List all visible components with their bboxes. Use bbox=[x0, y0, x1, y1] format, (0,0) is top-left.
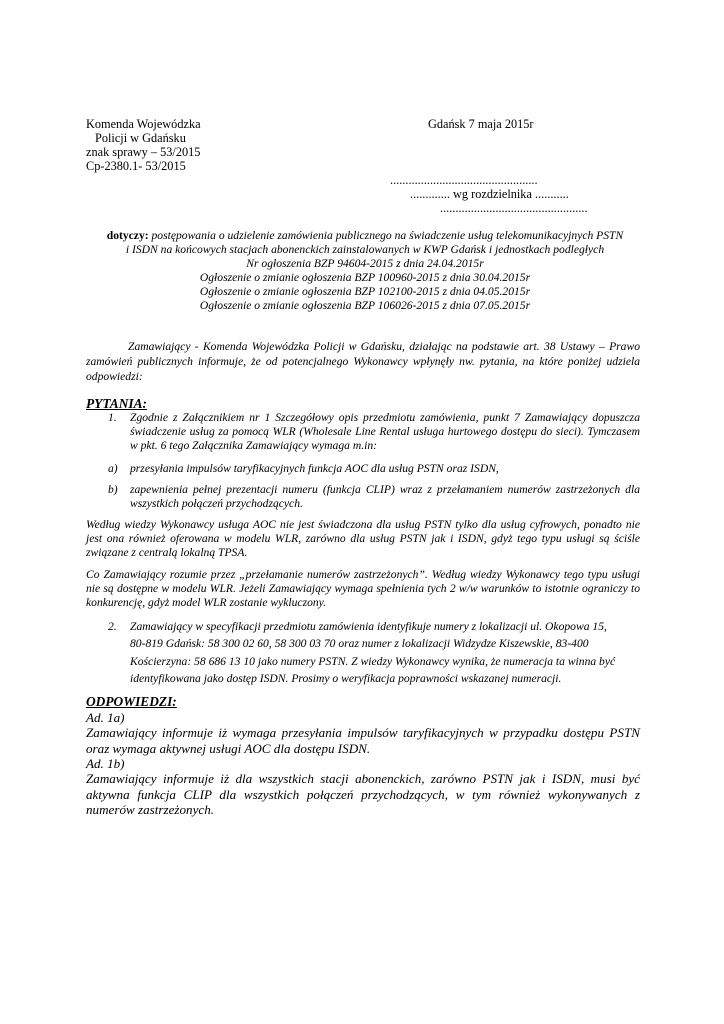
ad1b-text: Zamawiający informuje iż dla wszystkich stacji abonenckich, zarówno PSTN jak i ISDN, musi być aktywna funkcja CLIP dla wszystkich połączeń przychodzących, w tym również wykonywanych z numerów zastrzeżonych. bbox=[86, 771, 640, 818]
ad1b-label: Ad. 1b) bbox=[86, 756, 125, 771]
distribution-line: ............. wg rozdzielnika ........... bbox=[410, 187, 569, 201]
ad1a-text: Zamawiający informuje iż wymaga przesyłania impulsów taryfikacyjnych w przypadku dostępu PSTN oraz wymaga aktywnej usługi AOC dla dostępu ISDN. bbox=[86, 725, 640, 756]
questions-heading: PYTANIA: bbox=[86, 396, 148, 411]
q1-number: 1. bbox=[108, 411, 117, 424]
subject-label: dotyczy: bbox=[106, 229, 149, 242]
ad1a-label: Ad. 1a) bbox=[86, 710, 125, 725]
case-number: Cp-2380.1- 53/2015 bbox=[86, 159, 186, 173]
q1-paragraph1: Według wiedzy Wykonawcy usługa AOC nie jest świadczona dla usług PSTN tylko dla usług cyfrowych, ponadto nie jest ona również oferowana w modelu WLR, zarówno dla usług PSTN jak i ISDN, gdyż tego typu usługi są ściśle związane z centralą lokalną TPSA. bbox=[86, 518, 640, 559]
q1-b-text: zapewnienia pełnej prezentacji numeru (funkcja CLIP) wraz z przełamaniem numerów zastrzeżonych dla wszystkich połączeń przychodzących. bbox=[130, 483, 640, 510]
place-date: Gdańsk 7 maja 2015r bbox=[428, 117, 534, 131]
subject-block bbox=[80, 229, 650, 312]
q1-paragraph2: Co Zamawiający rozumie przez „przełamanie numerów zastrzeżonych”. Według wiedzy Wykonawcy tego typu usługi nie są dostępne w modelu WLR. Jeżeli Zamawiający wymaga spełnienia tych 2 w/w warunków to istotnie ograniczy to konkurencję, gdyż model WLR zostanie wykluczony. bbox=[86, 568, 640, 609]
q2-text: Zamawiający w specyfikacji przedmiotu zamówienia identyfikuje numery z lokalizacji ul. Okopowa 15, 80-819 Gdańsk: 58 300 02 60, 58 300 03 70 oraz numer z lokalizacji Widzydze Kiszewskie, 83-400 Kościerzyna: 58 686 13 10 jako numery PSTN. Z wiedzy Wykonawcy wynika, że numeracja ta winna być identyfikowana jako dostęp ISDN. Prosimy o weryfikacja poprawności wskazanej numeracji. bbox=[130, 620, 616, 685]
intro-paragraph: Zamawiający - Komenda Wojewódzka Policji w Gdańsku, działając na podstawie art. 38 Ustawy – Prawo zamówień publicznych informuje, że od potencjalnego Wykonawcy wpłynęły nw. pytania, na które poniżej udziela odpowiedzi: bbox=[86, 340, 640, 384]
q1-a-label: a) bbox=[108, 462, 118, 475]
institution-line1: Komenda Wojewódzka bbox=[86, 117, 201, 131]
subject-line2: i ISDN na końcowych stacjach abonenckich zainstalowanych w KWP Gdańsk i jednostkach podległych bbox=[125, 242, 605, 256]
subject-line1-text: postępowania o udzielenie zamówienia publicznego na świadczenie usług telekomunikacyjnych PSTN bbox=[148, 229, 624, 242]
subject-line6: Ogłoszenie o zmianie ogłoszenia BZP 106026-2015 z dnia 07.05.2015r bbox=[199, 298, 531, 312]
institution-line2: Policji w Gdańsku bbox=[95, 131, 186, 145]
q2-number: 2. bbox=[108, 620, 117, 633]
q1-b-label: b) bbox=[108, 483, 118, 496]
address-dots-line3: ................................................ bbox=[440, 201, 588, 215]
q1-a-text: przesyłania impulsów taryfikacyjnych funkcja AOC dla usług PSTN oraz ISDN, bbox=[130, 462, 499, 475]
subject-line3: Nr ogłoszenia BZP 94604-2015 z dnia 24.04.2015r bbox=[246, 256, 484, 270]
address-dots-line1: ................................................ bbox=[390, 173, 538, 187]
subject-line5: Ogłoszenie o zmianie ogłoszenia BZP 102100-2015 z dnia 04.05.2015r bbox=[199, 284, 531, 298]
subject-line1 bbox=[80, 229, 650, 243]
answers-heading: ODPOWIEDZI: bbox=[86, 694, 177, 709]
q1-text: Zgodnie z Załącznikiem nr 1 Szczegółowy opis przedmiotu zamówienia, punkt 7 Zamawiający dopuszcza świadczenie usług za pomocą WLR (Wholesale Line Rental usługa hurtowego dostępu do sieci). Tymczasem w pkt. 6 tego Załącznika Zamawiający wymaga m.in: bbox=[130, 411, 640, 452]
subject-line4: Ogłoszenie o zmianie ogłoszenia BZP 100960-2015 z dnia 30.04.2015r bbox=[199, 270, 531, 284]
case-sign: znak sprawy – 53/2015 bbox=[86, 145, 201, 159]
